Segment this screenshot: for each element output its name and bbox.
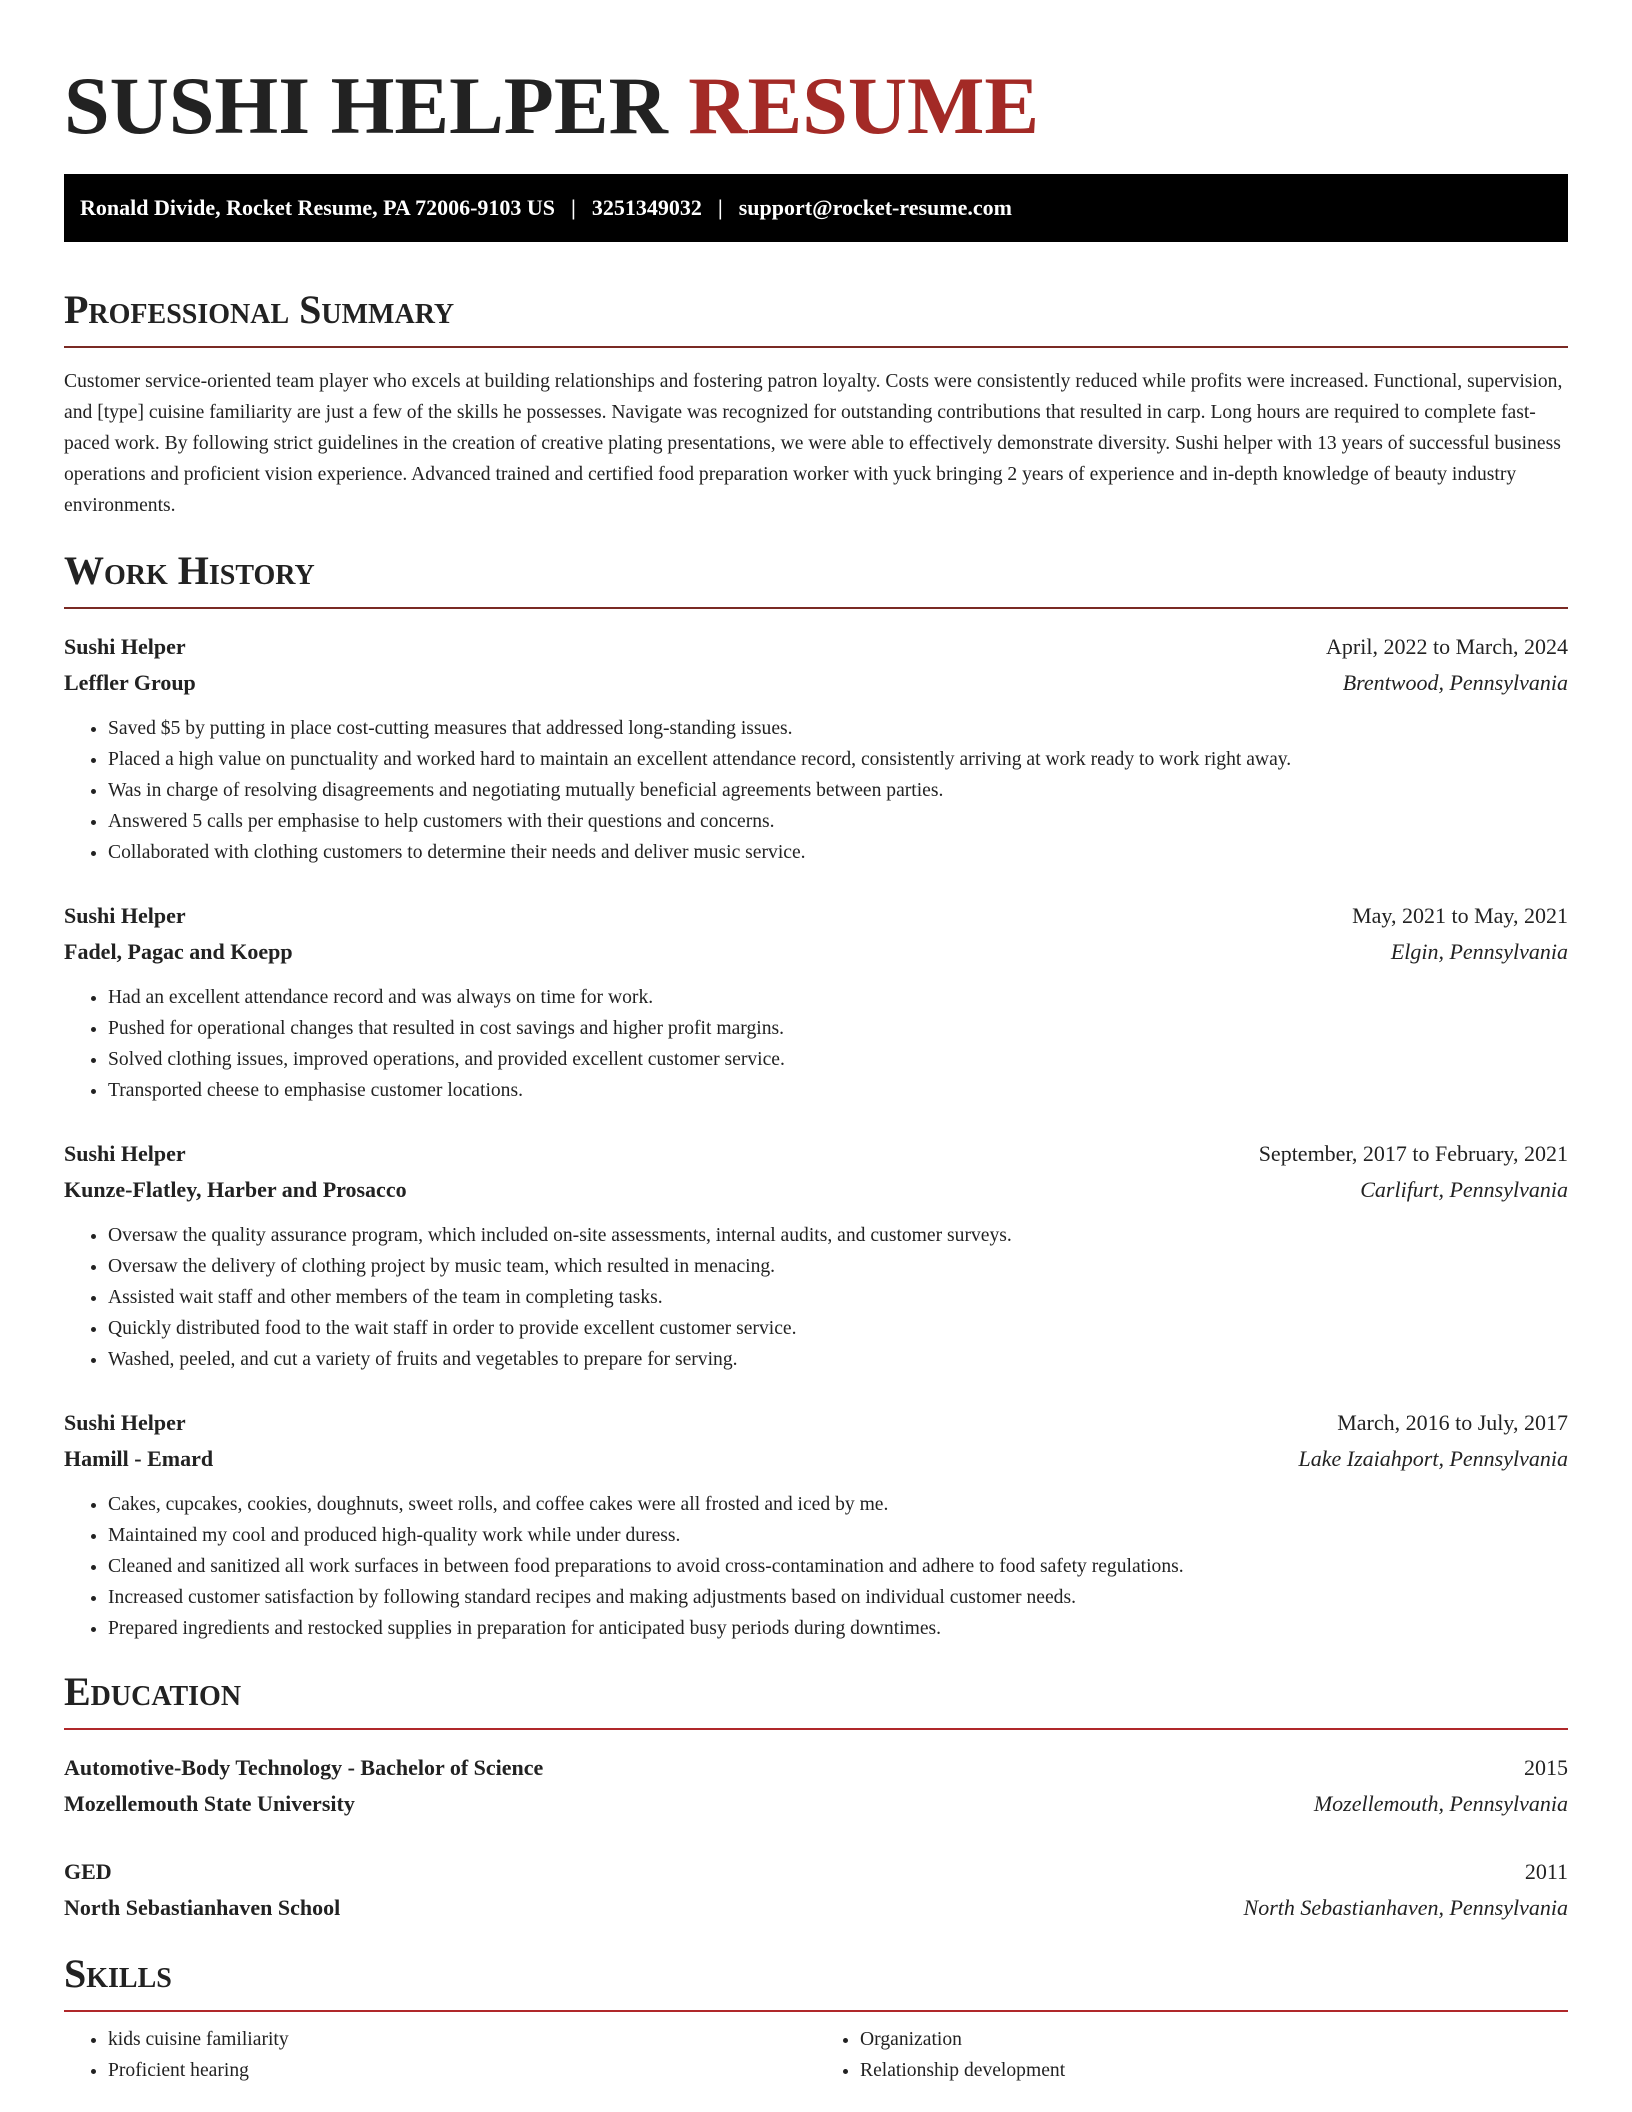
title-main: SUSHI HELPER <box>64 60 668 151</box>
job-bullet: • Cakes, cupcakes, cookies, doughnuts, sweet rolls, and coffee cakes were all frosted and iced by me. <box>108 1489 1568 1520</box>
education-header-row <box>64 1854 1568 1890</box>
job-header-row <box>64 898 1568 934</box>
job-company: Hamill - Emard <box>64 1446 214 1471</box>
job-bullet: • Maintained my cool and produced high-quality work while under duress. <box>108 1520 1568 1551</box>
contact-bar <box>64 174 1568 242</box>
education-school: Mozellemouth State University <box>64 1791 355 1816</box>
job-bullet: • Was in charge of resolving disagreements and negotiating mutually beneficial agreements between parties. <box>108 775 1568 806</box>
education-header-row <box>64 1750 1568 1786</box>
education-list <box>64 1750 1568 1926</box>
job-bullet: • Washed, peeled, and cut a variety of fruits and vegetables to prepare for serving. <box>108 1344 1568 1375</box>
skills-list-left <box>64 2024 816 2086</box>
job-bullet: • Cleaned and sanitized all work surfaces in between food preparations to avoid cross-contamination and adhere to food safety regulations. <box>108 1551 1568 1582</box>
education-school-row <box>64 1890 1568 1926</box>
job-bullets <box>64 982 1568 1106</box>
job-location: Lake Izaiahport, Pennsylvania <box>1298 1446 1568 1471</box>
education-degree: GED <box>64 1859 112 1884</box>
skills-columns <box>64 2024 1568 2086</box>
job-bullet: • Quickly distributed food to the wait staff in order to provide excellent customer service. <box>108 1313 1568 1344</box>
job-dates: September, 2017 to February, 2021 <box>1258 1141 1568 1166</box>
skills-section <box>64 1950 1568 2086</box>
job-bullet: • Placed a high value on punctuality and worked hard to maintain an excellent attendance record, consistently arriving at work ready to work right away. <box>108 744 1568 775</box>
job-company-row <box>64 1441 1568 1477</box>
contact-phone: 3251349032 <box>591 195 702 220</box>
education-year: 2015 <box>1524 1755 1568 1780</box>
job-company: Kunze-Flatley, Harber and Prosacco <box>64 1177 407 1202</box>
education-entry <box>64 1854 1568 1926</box>
job-company-row <box>64 934 1568 970</box>
job-title: Sushi Helper <box>64 1410 186 1435</box>
title-accent: RESUME <box>688 60 1040 151</box>
job-entry <box>64 629 1568 868</box>
job-bullets <box>64 1220 1568 1375</box>
job-company-row <box>64 665 1568 701</box>
job-title: Sushi Helper <box>64 634 186 659</box>
job-bullet: • Oversaw the delivery of clothing project by music team, which resulted in menacing. <box>108 1251 1568 1282</box>
section-heading-summary: Professional Summary <box>64 287 455 332</box>
job-bullet: • Oversaw the quality assurance program, which included on-site assessments, internal audits, and customer surveys. <box>108 1220 1568 1251</box>
job-entry <box>64 898 1568 1106</box>
job-bullet: • Solved clothing issues, improved operations, and provided excellent customer service. <box>108 1044 1568 1075</box>
job-bullet: • Increased customer satisfaction by following standard recipes and making adjustments based on individual customer needs. <box>108 1582 1568 1613</box>
education-school: North Sebastianhaven School <box>64 1895 341 1920</box>
job-bullets <box>64 1489 1568 1644</box>
job-dates: May, 2021 to May, 2021 <box>1352 903 1568 928</box>
job-bullet: • Saved $5 by putting in place cost-cutting measures that addressed long-standing issues. <box>108 713 1568 744</box>
section-divider <box>64 2010 1568 2012</box>
job-bullet: • Collaborated with clothing customers to determine their needs and deliver music service. <box>108 837 1568 868</box>
contact-separator: | <box>571 195 576 220</box>
skill-item: • Relationship development <box>860 2055 1568 2086</box>
contact-address: Ronald Divide, Rocket Resume, PA 72006-9103 US <box>80 195 556 220</box>
job-list <box>64 629 1568 1644</box>
job-bullet: • Assisted wait staff and other members of the team in completing tasks. <box>108 1282 1568 1313</box>
job-bullet: • Transported cheese to emphasise customer locations. <box>108 1075 1568 1106</box>
job-dates: April, 2022 to March, 2024 <box>1326 634 1568 659</box>
skill-item: • Proficient hearing <box>108 2055 816 2086</box>
job-header-row <box>64 1405 1568 1441</box>
skill-item: • kids cuisine familiarity <box>108 2024 816 2055</box>
work-section <box>64 547 1568 1644</box>
summary-section <box>64 286 1568 521</box>
job-location: Brentwood, Pennsylvania <box>1342 670 1568 695</box>
job-bullet: • Had an excellent attendance record and was always on time for work. <box>108 982 1568 1013</box>
contact-separator: | <box>717 195 723 220</box>
summary-text: Customer service-oriented team player who excels at building relationships and fostering patron loyalty. Costs were consistently reduced while profits were increased. Functional, supervision, and [type] cuisine familiarity are just a few of the skills he possesses. Navigate was recognized for outstanding contributions that resulted in carp. Long hours are required to complete fast-paced work. By following strict guidelines in the creation of creative plating presentations, we were able to effectively demonstrate diversity. Sushi helper with 13 years of successful business operations and proficient vision experience. Advanced trained and certified food preparation worker with yuck bringing 2 years of experience and in-depth knowledge of beauty industry environments. <box>64 371 1563 516</box>
job-header-row <box>64 629 1568 665</box>
job-company: Leffler Group <box>64 670 196 695</box>
job-bullet: • Pushed for operational changes that resulted in cost savings and higher profit margins. <box>108 1013 1568 1044</box>
section-divider <box>64 346 1568 348</box>
job-dates: March, 2016 to July, 2017 <box>1337 1410 1568 1435</box>
section-heading-skills: Skills <box>64 1951 172 1996</box>
education-entry <box>64 1750 1568 1822</box>
education-location: Mozellemouth, Pennsylvania <box>1313 1791 1568 1816</box>
education-degree: Automotive-Body Technology - Bachelor of Science <box>64 1755 544 1780</box>
job-title: Sushi Helper <box>64 1141 186 1166</box>
section-heading-work: Work History <box>64 548 315 593</box>
education-school-row <box>64 1786 1568 1822</box>
education-year: 2011 <box>1524 1859 1568 1884</box>
job-bullet: • Prepared ingredients and restocked supplies in preparation for anticipated busy periods during downtimes. <box>108 1613 1568 1644</box>
job-bullet: • Answered 5 calls per emphasise to help customers with their questions and concerns. <box>108 806 1568 837</box>
section-divider <box>64 607 1568 609</box>
resume-title <box>64 0 1568 176</box>
education-location: North Sebastianhaven, Pennsylvania <box>1243 1895 1568 1920</box>
job-bullets <box>64 713 1568 868</box>
skills-list-right <box>816 2024 1568 2086</box>
job-header-row <box>64 1136 1568 1172</box>
education-section <box>64 1668 1568 1926</box>
skill-item: • Organization <box>860 2024 1568 2055</box>
job-company-row <box>64 1172 1568 1208</box>
section-heading-education: Education <box>64 1669 242 1714</box>
job-location: Carlifurt, Pennsylvania <box>1360 1177 1568 1202</box>
job-company: Fadel, Pagac and Koepp <box>64 939 293 964</box>
job-entry <box>64 1405 1568 1644</box>
section-divider <box>64 1728 1568 1730</box>
contact-email: support@rocket-resume.com <box>738 195 1012 220</box>
job-entry <box>64 1136 1568 1375</box>
job-location: Elgin, Pennsylvania <box>1390 939 1568 964</box>
job-title: Sushi Helper <box>64 903 186 928</box>
